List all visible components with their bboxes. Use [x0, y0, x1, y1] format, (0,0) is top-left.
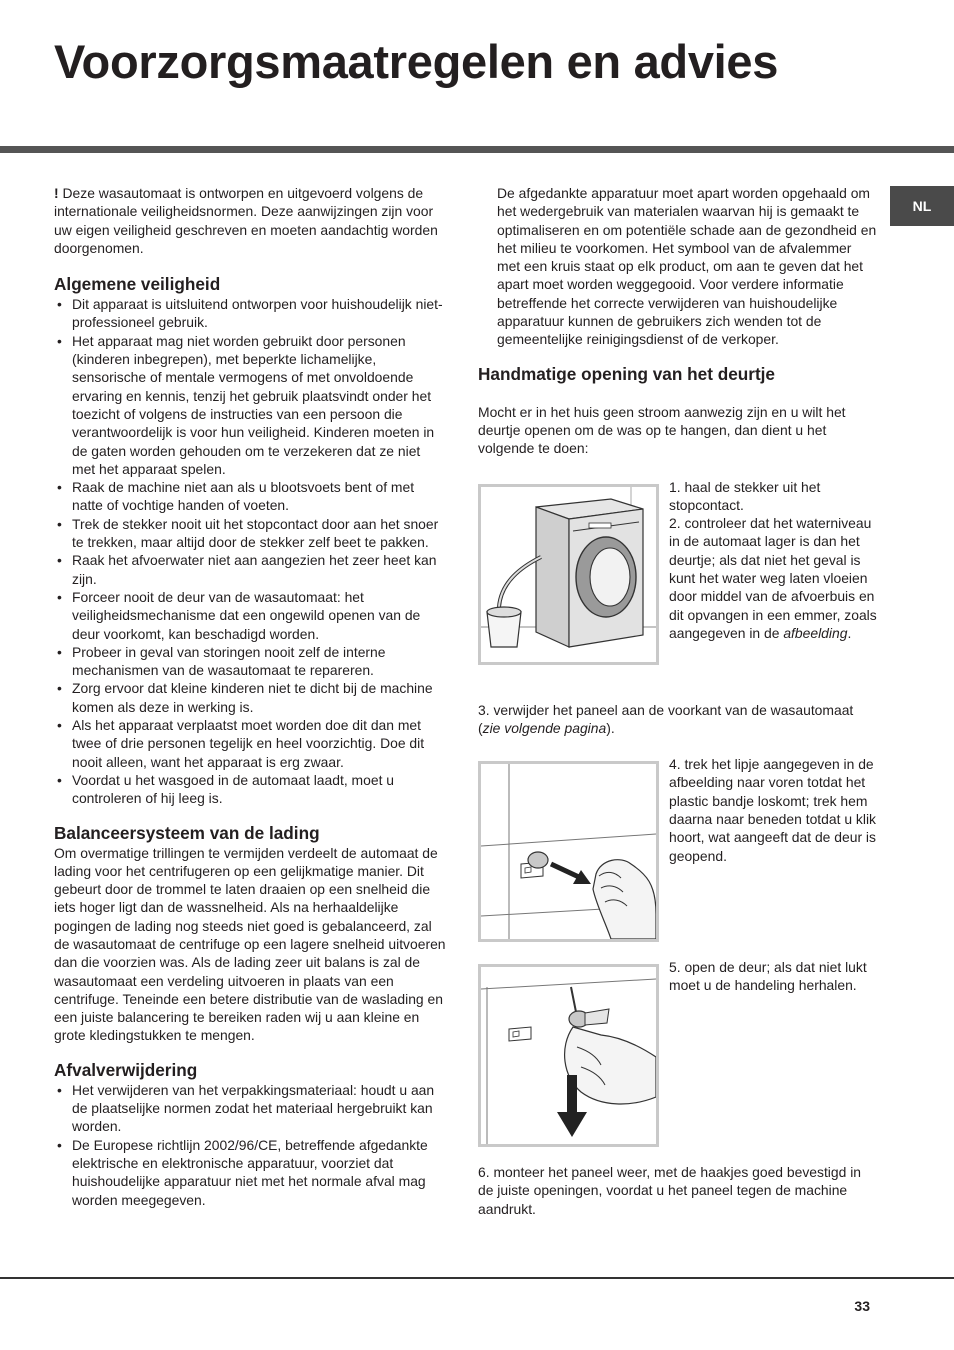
general-safety-list: [54, 295, 446, 807]
list-item: • Zorg ervoor dat kleine kinderen niet te dicht bij de machine komen als deze in werking is.: [54, 679, 446, 716]
step-row-5: [478, 959, 878, 1147]
step-2: 2. controleer dat het waterniveau in de automaat lager is dan het deurtje; als dat niet het geval is kunt het water weg laten vloeien door middel van de afvoerbuis en dit opvangen in een emmer, zoals aangegeven in de afbeelding.: [669, 515, 877, 641]
list-item: • Als het apparaat verplaatst moet worden doe dit dan met twee of drie personen tegelijk en heel voorzichtig. Doe dit nooit alleen, want het apparaat is erg zwaar.: [54, 716, 446, 771]
step-6: 6. monteer het paneel weer, met de haakjes goed bevestigd in de juiste openingen, voordat u het paneel tegen de machine aandrukt.: [478, 1164, 862, 1217]
list-item: • Dit apparaat is uitsluitend ontworpen voor huishoudelijk niet-professioneel gebruik.: [54, 295, 446, 332]
steps-1-2: [669, 478, 878, 665]
disposal-continued: De afgedankte apparatuur moet apart worden opgehaald om het wedergebruik van materialen waarvan hij is gemaakt te optimaliseren en om potentiële schade aan de gezondheid en het milieu te voorkomen. Het symbool van de afvalemmer met een kruis staat op elk product, om aan te geven dat het apart moet worden weggegooid. Voor verdere informatie betreffende het correcte verwijderen van huishoudelijke apparatuur kunnen de gebruikers zich wenden tot de gemeentelijke reinigingsdienst of de verkoper.: [497, 185, 877, 348]
footer-divider: [0, 1277, 954, 1279]
left-column: [54, 184, 446, 1209]
page-number: 33: [854, 1298, 870, 1314]
warning-mark: !: [54, 185, 59, 201]
washing-machine-illustration: [481, 487, 656, 662]
title-divider: [0, 146, 954, 153]
list-item: • Voordat u het wasgoed in de automaat laadt, moet u controleren of hij leeg is.: [54, 771, 446, 808]
disposal-heading: Afvalverwijdering: [54, 1059, 198, 1080]
step-3: 3. verwijder het paneel aan de voorkant van de wasautomaat (zie volgende pagina).: [478, 701, 854, 736]
list-item: • Forceer nooit de deur van de wasautomaat: het veiligheidsmechanisme dat een ongewild openen van de deur voorkomt, kan beschadigd worden.: [54, 588, 446, 643]
page-title: Voorzorgsmaatregelen en advies: [54, 35, 779, 88]
list-item: • Raak de machine niet aan als u blootsvoets bent of met natte of vochtige handen of voeten.: [54, 478, 446, 515]
pull-tab-down-figure: [478, 964, 659, 1147]
list-item: • Het verwijderen van het verpakkingsmateriaal: houdt u aan de plaatselijke normen zodat het materiaal hergebruikt kan worden.: [54, 1081, 446, 1136]
list-item: • Trek de stekker nooit uit het stopcontact door aan het snoer te trekken, maar altijd door de stekker zelf beet te pakken.: [54, 515, 446, 552]
general-safety-heading: Algemene veiligheid: [54, 274, 221, 295]
step-row-1: [478, 478, 878, 665]
list-item: • De Europese richtlijn 2002/96/CE, betreffende afgedankte elektrische en elektronische apparatuur, voorziet dat huishoudelijke apparatuur niet met het normale afval mag worden meegegeven.: [54, 1136, 446, 1209]
balance-text: Om overmatige trillingen te vermijden verdeelt de automaat de lading voor het centrifugeren op een gelijkmatige manier. Dit gebeurt door de trommel te laten draaien op een snelheid die iets hoger ligt dan de wassnelheid. Als na herhaaldelijke pogingen de lading nog steeds niet goed is gebalanceerd, zal de wasautomaat de centrifuge op een lagere snelheid uitvoeren dan die voorzien was. Als de lading zeer uit balans is zal de wasautomaat een verdeling uitvoeren in plaats van een centrifuge. Teneinde een betere distributie van de waslading en een juiste balancering te bereiken raden wij u aan kleine en grote kledingstukken te mengen.: [54, 844, 446, 1044]
list-item: • Het apparaat mag niet worden gebruikt door personen (kinderen inbegrepen), met beperkte lichamelijke, sensorische of mentale vermogens of met onvoldoende ervaring en kennis, tenzij het gebruik plaatsvindt onder het toezicht of volgens de instructies van een persoon die verantwoordelijk is voor hun veiligheid. Kinderen moeten in de gaten worden gehouden om te verzekeren dat ze niet met het apparaat spelen.: [54, 332, 446, 478]
step-5: 5. open de deur; als dat niet lukt moet u de handeling herhalen.: [669, 959, 867, 994]
pull-tab-forward-figure: [478, 761, 659, 942]
manual-door-heading: Handmatige opening van het deurtje: [478, 363, 775, 384]
manual-door-intro: Mocht er in het huis geen stroom aanwezig zijn en u wilt het deurtje openen om de was op te hangen, dan dient u het volgende te doen:: [478, 403, 846, 457]
language-tab: NL: [890, 186, 954, 226]
list-item: • Raak het afvoerwater niet aan aangezien het zeer heet kan zijn.: [54, 551, 446, 588]
intro-paragraph: [54, 184, 446, 257]
right-column: [478, 184, 878, 1218]
pull-tab-illustration: [481, 764, 656, 939]
list-item: • Probeer in geval van storingen nooit zelf de interne mechanismen van de wasautomaat te repareren.: [54, 643, 446, 680]
step-4: 4. trek het lipje aangegeven in de afbeelding naar voren totdat het plastic bandje loskomt; trek hem daarna naar beneden totdat u klik hoort, wat aangeeft dat de deur is geopend.: [669, 756, 876, 864]
step-row-4: [478, 756, 878, 942]
washing-machine-drain-figure: [478, 484, 659, 665]
step-5-text: [669, 958, 878, 1147]
step-4-text: [669, 755, 878, 942]
disposal-list: [54, 1081, 446, 1209]
pull-down-illustration: [481, 967, 656, 1144]
intro-text: Deze wasautomaat is ontworpen en uitgevoerd volgens de internationale veiligheidsnormen. Deze aanwijzingen zijn voor uw eigen veiligheid geschreven en moeten aandachtig worden doorgenomen.: [54, 185, 438, 256]
step-1: 1. haal de stekker uit het stopcontact.: [669, 478, 821, 513]
balance-heading: Balanceersysteem van de lading: [54, 822, 320, 843]
